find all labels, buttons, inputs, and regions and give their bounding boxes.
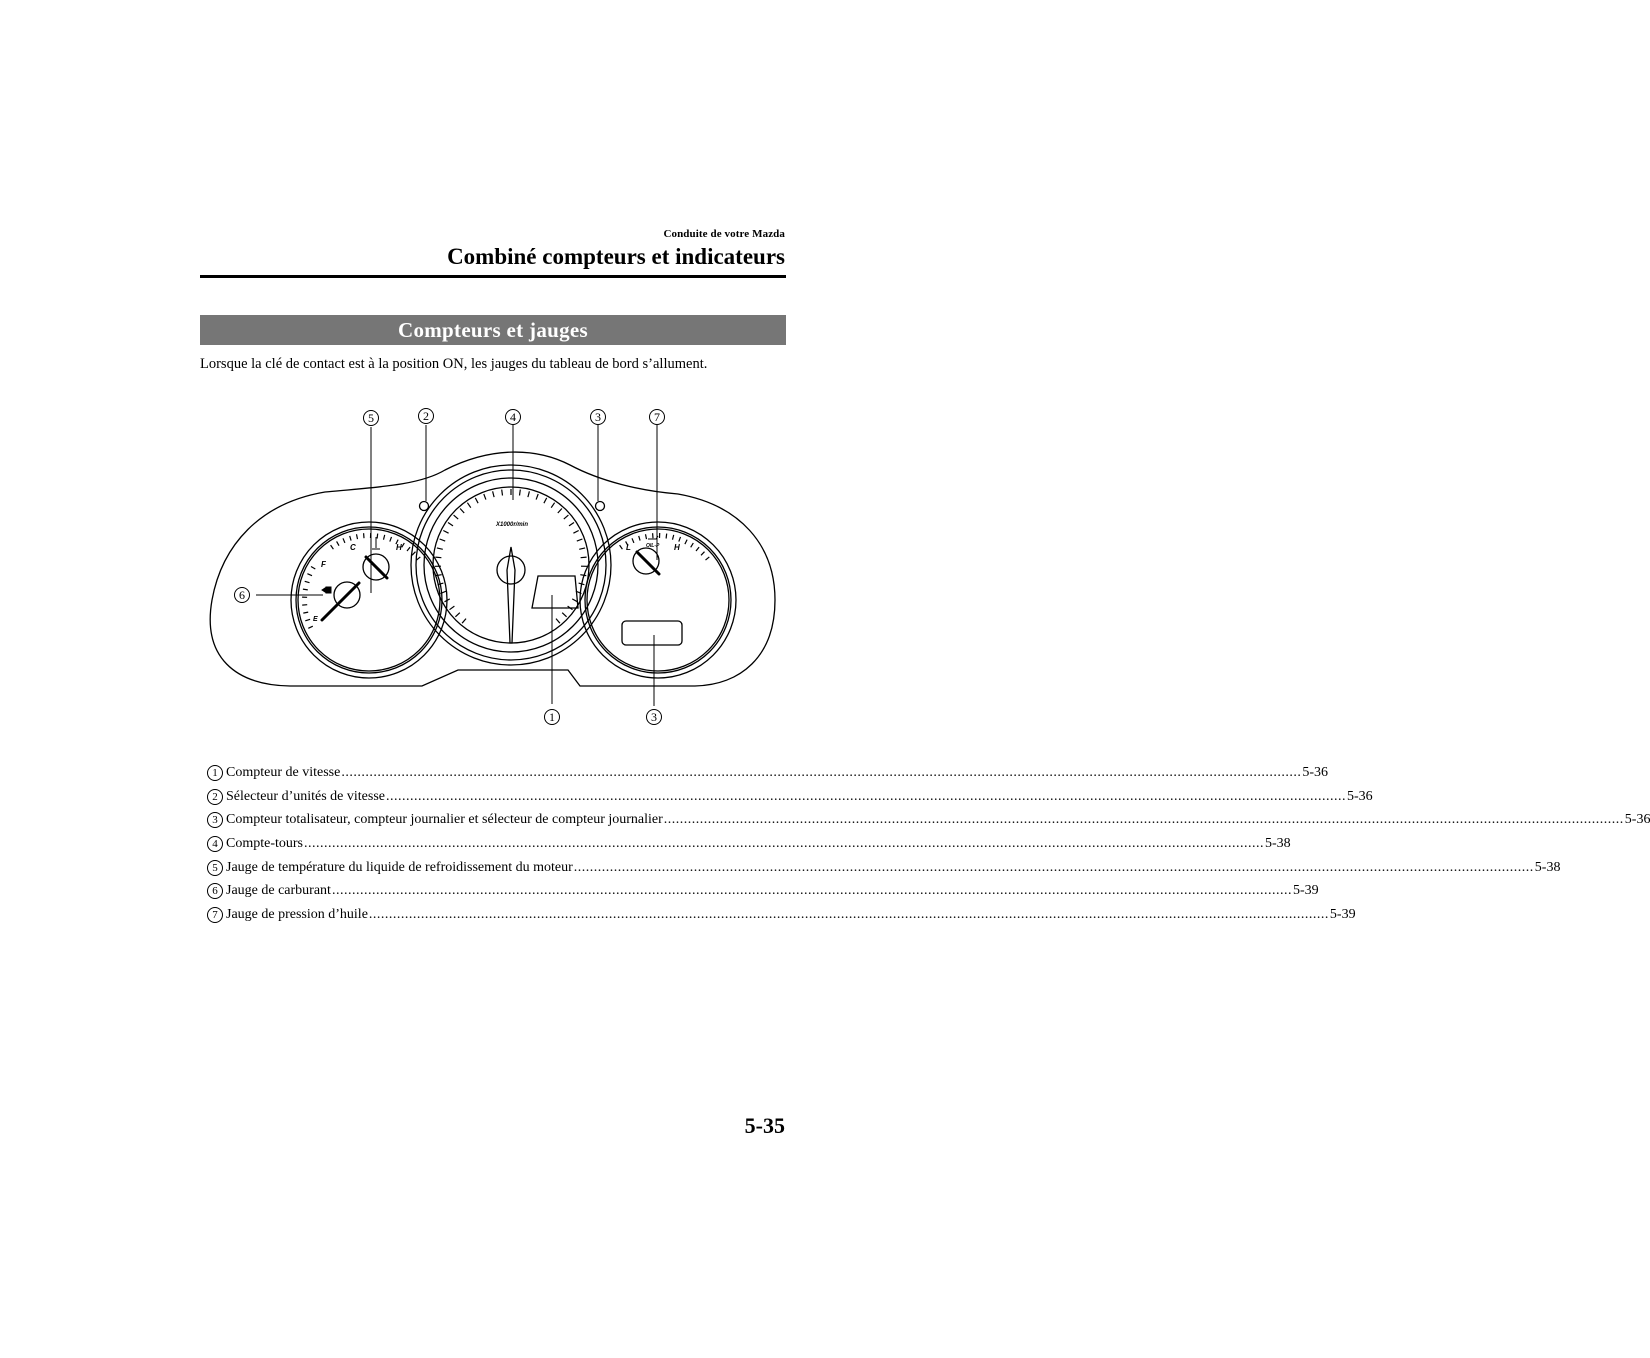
tach-tick (448, 523, 453, 526)
item-number: 3 (207, 812, 223, 828)
temp-cold-mark: C (350, 543, 356, 552)
item-number: 5 (207, 860, 223, 876)
tach-tick (551, 503, 554, 508)
item-number: 4 (207, 836, 223, 852)
tach-tick (579, 583, 585, 585)
temp-tick (412, 552, 416, 556)
speedometer-display (532, 576, 578, 608)
list-item (207, 879, 1319, 903)
tach-tick (460, 509, 464, 514)
item-label: Sélecteur d’unités de vitesse (226, 788, 386, 804)
tach-tick (577, 539, 583, 541)
tach-tick (437, 548, 443, 549)
oil-tick (666, 534, 667, 539)
callout-1 (545, 710, 560, 725)
oil-tick (646, 534, 647, 539)
item-page-ref: 5-38 (1265, 835, 1291, 851)
oil-tick (696, 547, 699, 551)
intro-paragraph: Lorsque la clé de contact est à la position ON, les jauges du tableau de bord s’allument. (200, 356, 708, 372)
tach-tick (435, 557, 441, 558)
tach-tick (581, 557, 587, 558)
tach-tick (573, 531, 578, 534)
item-page-ref: 5-36 (1347, 788, 1373, 804)
instrument-cluster-illustration (200, 395, 786, 740)
left-gauge-bezel (291, 522, 447, 678)
temp-tick (407, 547, 410, 551)
callout-3-bottom (647, 710, 662, 725)
svg-text:2: 2 (423, 409, 429, 423)
oil-tick (632, 538, 634, 543)
item-number: 7 (207, 907, 223, 923)
fuel-full-mark: F (321, 560, 326, 569)
item-number: 2 (207, 789, 223, 805)
item-page-ref: 5-36 (1624, 812, 1650, 828)
oil-tick (706, 557, 710, 560)
tach-tick (493, 491, 495, 497)
tach-tick (580, 575, 586, 576)
oil-high-mark: H (674, 543, 680, 552)
tach-tick (467, 503, 470, 508)
oil-pressure-label: OIL-P (646, 543, 660, 549)
item-page-ref: 5-39 (1329, 906, 1356, 922)
item-label: Compte-tours (226, 835, 303, 851)
leader-dots: ................................................................................................................................................................................................................................................ (304, 835, 1264, 851)
tach-tick (536, 494, 538, 500)
trip-selector-knob (596, 502, 605, 511)
oil-tick (673, 535, 674, 540)
odometer-display (622, 621, 682, 645)
leader-dots: ................................................................................................................................................................................................................................................ (386, 788, 1347, 804)
tach-tick (528, 491, 530, 497)
temp-tick (390, 537, 392, 542)
fuel-tick (303, 612, 308, 613)
fuel-empty-mark: E (313, 616, 318, 623)
temp-tick (337, 541, 339, 545)
tach-tick (484, 494, 486, 500)
svg-text:5: 5 (368, 411, 374, 425)
temp-tick (350, 536, 351, 541)
list-item (207, 808, 1650, 832)
item-page-ref: 5-39 (1292, 883, 1319, 899)
list-item (207, 856, 1561, 880)
temp-tick (417, 557, 421, 560)
tach-tick (475, 498, 478, 503)
tach-tick (450, 606, 455, 610)
section-band-title: Compteurs et jauges (200, 315, 786, 345)
oil-tick (639, 536, 640, 541)
tach-tick (544, 498, 547, 503)
tach-tick (569, 523, 574, 526)
item-label: Jauge de carburant (226, 883, 331, 899)
callout-6 (235, 588, 250, 603)
page-number: 5-35 (744, 1113, 785, 1138)
fuel-tick (308, 626, 313, 628)
callout-7 (650, 410, 665, 425)
tach-tick (579, 548, 585, 549)
leader-dots: ................................................................................................................................................................................................................................................ (341, 764, 1302, 780)
section-header: Conduite de votre Mazda (663, 228, 785, 240)
svg-text:1: 1 (549, 710, 555, 724)
cluster-housing (210, 452, 775, 686)
svg-text:3: 3 (595, 410, 601, 424)
item-label: Compteur totalisateur, compteur journalier et sélecteur de compteur journalier (226, 812, 663, 828)
callout-4 (506, 410, 521, 425)
tach-tick (556, 619, 560, 624)
tach-tick (443, 531, 448, 534)
item-number: 1 (207, 765, 223, 781)
list-item (207, 832, 1291, 856)
tach-tick (502, 490, 503, 496)
item-label: Jauge de température du liquide de refroidissement du moteur (226, 859, 573, 875)
list-item (207, 761, 1328, 785)
svg-text:4: 4 (510, 410, 516, 424)
unit-selector-knob (420, 502, 429, 511)
tach-tick (564, 515, 569, 519)
svg-text:7: 7 (654, 410, 660, 424)
tach-tick (562, 613, 566, 617)
callout-5 (364, 411, 379, 426)
item-page-ref: 5-36 (1302, 764, 1328, 780)
header-rule (200, 275, 786, 278)
tach-tick (454, 515, 459, 519)
tach-unit-label: X1000r/min (496, 522, 529, 528)
list-item (207, 785, 1373, 809)
temp-tick (357, 534, 358, 539)
fuel-tick (305, 581, 310, 582)
page-title: Combiné compteurs et indicateurs (447, 244, 785, 269)
temp-tick (343, 538, 345, 543)
oil-tick (691, 543, 694, 547)
tach-tick (440, 539, 446, 541)
callout-3-top (591, 410, 606, 425)
tach-needle-hub (497, 556, 525, 584)
tach-tick (436, 575, 442, 576)
temp-tick (402, 543, 405, 547)
tach-tick (455, 613, 459, 617)
leader-dots: ................................................................................................................................................................................................................................................ (663, 812, 1624, 828)
fuel-tick (305, 619, 310, 621)
item-label: Jauge de pression d’huile (226, 906, 368, 922)
tach-tick (520, 490, 521, 496)
temp-tick (377, 534, 378, 539)
leader-dots: ................................................................................................................................................................................................................................................ (573, 859, 1534, 875)
list-item (207, 903, 1356, 927)
fuel-pump-icon (322, 587, 331, 593)
fuel-tick (311, 567, 315, 570)
fuel-tick (303, 589, 308, 590)
temp-tick (331, 545, 334, 549)
leader-dots: ................................................................................................................................................................................................................................................ (368, 906, 1329, 922)
oil-low-mark: L (626, 543, 631, 552)
oil-tick (685, 540, 687, 545)
fuel-tick (307, 574, 312, 576)
reference-list (207, 761, 1650, 927)
oil-tick (701, 552, 705, 556)
temp-tick (384, 535, 385, 540)
temp-hot-mark: H (396, 543, 402, 552)
leader-dots: ................................................................................................................................................................................................................................................ (331, 883, 1292, 899)
svg-text:6: 6 (239, 588, 245, 602)
item-page-ref: 5-38 (1534, 859, 1561, 875)
oil-tick (620, 545, 623, 549)
tach-tick (558, 509, 562, 514)
svg-text:3: 3 (651, 710, 657, 724)
coolant-temperature-icon (372, 537, 380, 549)
tach-tick (462, 619, 466, 624)
item-number: 6 (207, 883, 223, 899)
item-label: Compteur de vitesse (226, 764, 341, 780)
oil-tick (679, 537, 681, 542)
callout-2 (419, 409, 434, 424)
